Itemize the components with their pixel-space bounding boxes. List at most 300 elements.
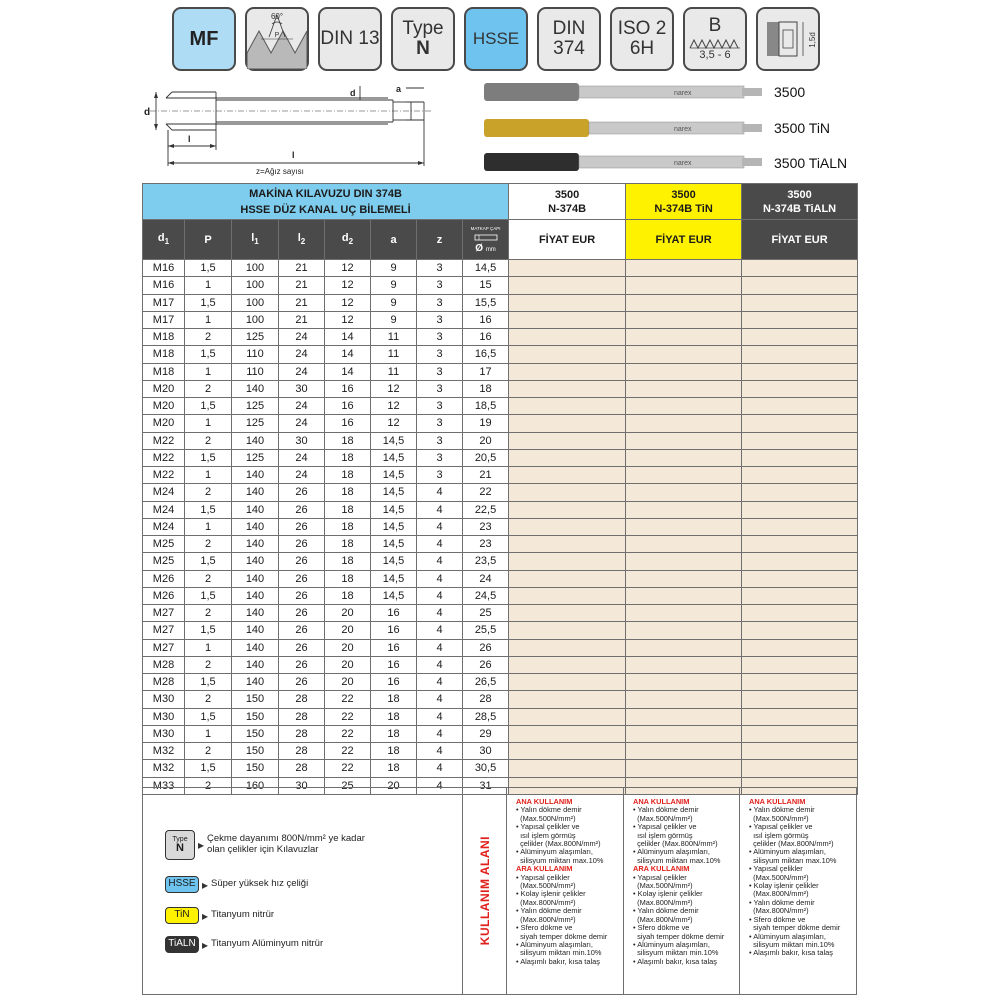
cell-drill: 24	[463, 570, 509, 587]
usage-area-label	[463, 788, 507, 994]
cell-d1: M17	[143, 311, 185, 328]
cell-p: 1	[185, 363, 232, 380]
price-cell	[509, 398, 626, 415]
drill-head-caption: MATKAP ÇAPI	[470, 226, 501, 231]
cell-a: 14,5	[371, 587, 417, 604]
cell-drill: 21	[463, 467, 509, 484]
price-cell	[626, 622, 742, 639]
cell-l2: 26	[279, 639, 325, 656]
shank-square-icon	[759, 14, 817, 64]
usage-item: (Max.800N/mm²)	[633, 897, 693, 907]
cell-l2: 21	[279, 294, 325, 311]
cell-z: 4	[417, 760, 463, 777]
hsse-badge	[464, 7, 528, 71]
cell-drill: 23,5	[463, 553, 509, 570]
cell-p: 1	[185, 415, 232, 432]
cell-d2: 16	[325, 398, 371, 415]
cell-d2: 20	[325, 656, 371, 673]
price-cell	[626, 346, 742, 363]
cell-l2: 26	[279, 656, 325, 673]
price-cell	[742, 346, 858, 363]
product-code: 3500	[554, 188, 580, 201]
cell-a: 9	[371, 311, 417, 328]
cell-z: 4	[417, 553, 463, 570]
usage-item: siyah temper dökme demir	[749, 923, 841, 933]
drawing-d1-label: d	[144, 107, 151, 118]
usage-item: silisyum miktarı min.10%	[749, 939, 835, 949]
price-cell	[626, 605, 742, 622]
cell-drill: 26,5	[463, 674, 509, 691]
price-cell	[742, 329, 858, 346]
cell-z: 3	[417, 398, 463, 415]
cell-a: 18	[371, 708, 417, 725]
cell-l1: 140	[232, 467, 279, 484]
drawing-caption: z=Ağız sayısı	[256, 167, 304, 176]
cell-l1: 100	[232, 311, 279, 328]
table-row	[143, 553, 858, 570]
cell-p: 1,5	[185, 398, 232, 415]
col-head-drill	[463, 220, 509, 260]
usage-item: • Kolay işlenir çelikler	[749, 881, 819, 891]
table-row	[143, 260, 858, 277]
cell-d2: 18	[325, 553, 371, 570]
cell-drill: 28	[463, 691, 509, 708]
price-cell	[742, 501, 858, 518]
cell-d2: 20	[325, 605, 371, 622]
price-cell	[742, 536, 858, 553]
cell-drill: 26	[463, 656, 509, 673]
cell-drill: 25,5	[463, 622, 509, 639]
cell-a: 11	[371, 346, 417, 363]
drill-bit-icon	[473, 233, 499, 242]
cell-z: 4	[417, 570, 463, 587]
price-cell	[509, 449, 626, 466]
product-head-3500-tin	[626, 184, 742, 220]
arrow-right-icon: ▸	[202, 908, 209, 923]
cell-drill: 22,5	[463, 501, 509, 518]
cell-l2: 26	[279, 674, 325, 691]
usage-item: • Yalın dökme demir	[749, 897, 815, 907]
thread-angle-label: 60°	[270, 12, 284, 21]
cell-p: 1,5	[185, 622, 232, 639]
cell-d1: M26	[143, 570, 185, 587]
usage-item: (Max.500N/mm²)	[516, 813, 576, 823]
price-cell	[742, 639, 858, 656]
cell-d2: 16	[325, 380, 371, 397]
cell-a: 14,5	[371, 536, 417, 553]
cell-d2: 18	[325, 484, 371, 501]
arrow-right-icon: ▸	[198, 838, 205, 852]
usage-item: silisyum miktarı max.10%	[749, 855, 837, 865]
cell-a: 16	[371, 674, 417, 691]
cell-p: 1	[185, 277, 232, 294]
usage-item: silisyum miktarı min.10%	[516, 948, 602, 958]
cell-z: 4	[417, 605, 463, 622]
cell-l1: 140	[232, 587, 279, 604]
cell-z: 4	[417, 777, 463, 794]
usage-item: (Max.500N/mm²)	[749, 872, 809, 882]
usage-item: silisyum miktarı max.10%	[516, 855, 604, 865]
usage-item: • Yalın dökme demir	[633, 805, 699, 815]
price-cell	[742, 398, 858, 415]
price-cell	[626, 743, 742, 760]
cell-l2: 30	[279, 432, 325, 449]
price-cell	[742, 708, 858, 725]
table-row	[143, 656, 858, 673]
drawing-a-label: a	[396, 84, 402, 94]
price-cell	[742, 570, 858, 587]
table-row	[143, 363, 858, 380]
table-row	[143, 380, 858, 397]
cell-l1: 140	[232, 674, 279, 691]
cell-z: 4	[417, 691, 463, 708]
cell-a: 12	[371, 398, 417, 415]
usage-item: (Max.500N/mm²)	[633, 881, 693, 891]
cell-drill: 20,5	[463, 449, 509, 466]
cell-d2: 14	[325, 346, 371, 363]
cell-d2: 12	[325, 311, 371, 328]
usage-heading: ANA KULLANIM	[516, 797, 573, 806]
cell-l1: 125	[232, 415, 279, 432]
usage-column-3500-tialn	[740, 788, 856, 994]
cell-z: 3	[417, 277, 463, 294]
price-cell	[509, 605, 626, 622]
usage-item: • Alüminyum alaşımları,	[633, 939, 710, 949]
cell-p: 2	[185, 656, 232, 673]
cell-drill: 31	[463, 777, 509, 794]
table-row	[143, 467, 858, 484]
drill-diameter-symbol: Ø	[475, 243, 484, 254]
cell-l1: 100	[232, 277, 279, 294]
cell-d2: 18	[325, 449, 371, 466]
usage-item: (Max.800N/mm²)	[516, 914, 576, 924]
table-row	[143, 536, 858, 553]
price-cell	[626, 760, 742, 777]
cell-d2: 18	[325, 587, 371, 604]
price-cell	[626, 294, 742, 311]
price-cell	[626, 518, 742, 535]
table-title-line2: HSSE DÜZ KANAL UÇ BİLEMELİ	[240, 203, 411, 216]
table-row	[143, 605, 858, 622]
cell-a: 9	[371, 294, 417, 311]
cell-d2: 18	[325, 536, 371, 553]
table-row	[143, 691, 858, 708]
usage-item: • Sfero dökme ve	[516, 923, 573, 933]
usage-item: • Kolay işlenir çelikler	[633, 889, 703, 899]
price-cell	[742, 553, 858, 570]
cell-l1: 150	[232, 743, 279, 760]
usage-item: • Yapısal çelikler	[633, 872, 687, 882]
cell-l1: 125	[232, 329, 279, 346]
cell-p: 2	[185, 432, 232, 449]
cell-d1: M27	[143, 622, 185, 639]
cell-z: 3	[417, 363, 463, 380]
cell-drill: 30,5	[463, 760, 509, 777]
price-cell	[509, 380, 626, 397]
cell-drill: 14,5	[463, 260, 509, 277]
price-cell	[742, 380, 858, 397]
cell-l1: 140	[232, 518, 279, 535]
photo-brand-3: narex	[674, 160, 692, 167]
product-norm: N-374B TiN	[654, 202, 713, 215]
cell-z: 3	[417, 294, 463, 311]
cell-l2: 24	[279, 363, 325, 380]
cell-z: 4	[417, 725, 463, 742]
table-row	[143, 415, 858, 432]
price-cell	[742, 363, 858, 380]
price-cell	[509, 622, 626, 639]
cell-l1: 140	[232, 536, 279, 553]
cell-z: 4	[417, 501, 463, 518]
cell-a: 18	[371, 725, 417, 742]
cell-p: 1,5	[185, 501, 232, 518]
price-cell	[742, 622, 858, 639]
cell-a: 14,5	[371, 467, 417, 484]
cell-d2: 22	[325, 743, 371, 760]
type-n-icon: Type N	[165, 830, 195, 860]
cell-z: 3	[417, 432, 463, 449]
cell-a: 14,5	[371, 484, 417, 501]
usage-item: • Kolay işlenir çelikler	[516, 889, 586, 899]
cell-l2: 28	[279, 725, 325, 742]
usage-item: çelikler (Max.800N/mm²)	[749, 839, 834, 849]
tin-icon: TiN	[165, 907, 199, 924]
usage-item: • Alüminyum alaşımları,	[749, 847, 826, 857]
usage-item: • Sfero dökme ve	[749, 914, 806, 924]
price-cell	[509, 708, 626, 725]
usage-item: • Yalın dökme demir	[633, 906, 699, 916]
cell-d1: M18	[143, 346, 185, 363]
type-label: Type	[402, 18, 444, 40]
cell-z: 4	[417, 656, 463, 673]
price-cell	[509, 363, 626, 380]
cell-d2: 18	[325, 467, 371, 484]
cell-d1: M22	[143, 467, 185, 484]
cell-d1: M30	[143, 691, 185, 708]
din374-badge	[537, 7, 601, 71]
chamfer-range-label: 3,5 - 6	[699, 49, 731, 62]
cell-d1: M17	[143, 294, 185, 311]
usage-column-3500-tin	[624, 788, 740, 994]
photo-label-3500-tin: 3500 TiN	[774, 120, 831, 136]
cell-l2: 30	[279, 777, 325, 794]
drawing-l1-label: l	[292, 150, 295, 160]
usage-item: ısıl işlem görmüş	[633, 830, 693, 840]
price-cell	[509, 294, 626, 311]
cell-d1: M20	[143, 415, 185, 432]
cell-p: 1,5	[185, 294, 232, 311]
cell-d1: M24	[143, 518, 185, 535]
usage-item: (Max.800N/mm²)	[633, 914, 693, 924]
table-row	[143, 501, 858, 518]
usage-item: • Alüminyum alaşımları,	[633, 847, 710, 857]
thread-pitch-label: P	[274, 32, 280, 39]
price-cell	[742, 743, 858, 760]
usage-item: • Alaşımlı bakır, kısa talaş	[516, 956, 600, 966]
price-cell	[742, 518, 858, 535]
cell-p: 2	[185, 380, 232, 397]
cell-z: 4	[417, 743, 463, 760]
product-head-3500-tialn	[742, 184, 858, 220]
table-row	[143, 277, 858, 294]
table-row	[143, 760, 858, 777]
cell-l1: 140	[232, 639, 279, 656]
product-norm: N-374B	[548, 202, 587, 215]
usage-heading: ARA KULLANIM	[516, 864, 573, 874]
price-cell	[742, 674, 858, 691]
price-cell	[626, 587, 742, 604]
price-cell	[626, 260, 742, 277]
table-row	[143, 294, 858, 311]
cell-z: 3	[417, 311, 463, 328]
price-cell	[626, 277, 742, 294]
cell-d1: M27	[143, 639, 185, 656]
cell-d1: M28	[143, 674, 185, 691]
cell-l2: 26	[279, 570, 325, 587]
cell-d2: 20	[325, 639, 371, 656]
price-cell	[626, 311, 742, 328]
cell-l1: 160	[232, 777, 279, 794]
col-head-z: z	[417, 220, 463, 260]
price-cell	[626, 432, 742, 449]
cell-d1: M30	[143, 708, 185, 725]
table-row	[143, 484, 858, 501]
table-row	[143, 725, 858, 742]
price-cell	[742, 587, 858, 604]
cell-a: 9	[371, 277, 417, 294]
price-cell	[626, 380, 742, 397]
col-head-a: a	[371, 220, 417, 260]
cell-d2: 18	[325, 518, 371, 535]
cell-p: 2	[185, 743, 232, 760]
type-value: N	[416, 38, 430, 59]
cell-l2: 26	[279, 536, 325, 553]
legend-text: Süper yüksek hız çeliği	[211, 878, 309, 890]
cell-d2: 16	[325, 415, 371, 432]
price-head-3500-tin: FİYAT EUR	[626, 220, 742, 260]
usage-item: • Alüminyum alaşımları,	[749, 931, 826, 941]
cell-p: 2	[185, 329, 232, 346]
tap-spec-table	[142, 183, 858, 795]
price-cell	[509, 467, 626, 484]
arrow-right-icon: ▸	[202, 877, 209, 892]
cell-d1: M25	[143, 536, 185, 553]
cell-z: 4	[417, 708, 463, 725]
price-cell	[626, 398, 742, 415]
cell-z: 4	[417, 674, 463, 691]
drawing-l2-label: l	[188, 134, 191, 144]
usage-heading: ANA KULLANIM	[749, 797, 806, 806]
legend-item-hsse	[165, 876, 308, 893]
cell-p: 1,5	[185, 449, 232, 466]
cell-d2: 22	[325, 725, 371, 742]
cell-l2: 21	[279, 311, 325, 328]
price-cell	[509, 484, 626, 501]
cell-z: 3	[417, 380, 463, 397]
chamfer-form-label: B	[708, 15, 722, 37]
cell-d1: M20	[143, 398, 185, 415]
cell-a: 12	[371, 380, 417, 397]
cell-z: 4	[417, 639, 463, 656]
cell-a: 9	[371, 260, 417, 277]
din13-badge	[318, 7, 382, 71]
cell-d1: M32	[143, 743, 185, 760]
cell-l1: 150	[232, 691, 279, 708]
cell-d1: M16	[143, 277, 185, 294]
cell-d1: M18	[143, 329, 185, 346]
cell-drill: 29	[463, 725, 509, 742]
cell-d1: M25	[143, 553, 185, 570]
cell-l2: 24	[279, 398, 325, 415]
price-cell	[509, 536, 626, 553]
usage-item: • Yalın dökme demir	[516, 805, 582, 815]
price-cell	[509, 311, 626, 328]
cell-a: 16	[371, 639, 417, 656]
cell-drill: 23	[463, 518, 509, 535]
cell-z: 4	[417, 484, 463, 501]
cell-l2: 26	[279, 501, 325, 518]
price-cell	[742, 311, 858, 328]
table-row	[143, 346, 858, 363]
cell-a: 16	[371, 656, 417, 673]
cell-d2: 18	[325, 570, 371, 587]
cell-p: 1,5	[185, 346, 232, 363]
tap-photo-3500	[484, 80, 764, 104]
cell-p: 2	[185, 691, 232, 708]
cell-l2: 21	[279, 260, 325, 277]
cell-p: 1,5	[185, 708, 232, 725]
price-cell	[626, 449, 742, 466]
cell-p: 1	[185, 725, 232, 742]
cell-d1: M24	[143, 484, 185, 501]
cell-l2: 26	[279, 518, 325, 535]
cell-z: 3	[417, 467, 463, 484]
price-cell	[626, 691, 742, 708]
table-title-line1: MAKİNA KILAVUZU DIN 374B	[249, 187, 402, 200]
price-cell	[509, 329, 626, 346]
type-n-badge	[391, 7, 455, 71]
price-cell	[509, 725, 626, 742]
cell-d1: M16	[143, 260, 185, 277]
table-row	[143, 639, 858, 656]
price-cell	[626, 639, 742, 656]
price-cell	[509, 501, 626, 518]
cell-d1: M22	[143, 449, 185, 466]
cell-p: 1	[185, 639, 232, 656]
usage-item: (Max.500N/mm²)	[516, 881, 576, 891]
cell-l1: 100	[232, 260, 279, 277]
price-cell	[626, 725, 742, 742]
drawing-d2-label: d	[350, 88, 356, 98]
cell-l2: 26	[279, 484, 325, 501]
cell-l2: 28	[279, 760, 325, 777]
price-cell	[509, 432, 626, 449]
price-cell	[626, 656, 742, 673]
price-cell	[742, 294, 858, 311]
cell-l2: 28	[279, 708, 325, 725]
usage-item: • Alaşımlı bakır, kısa talaş	[633, 956, 717, 966]
cell-p: 2	[185, 536, 232, 553]
table-row	[143, 432, 858, 449]
product-code: 3500	[671, 188, 696, 201]
usage-heading: ARA KULLANIM	[633, 864, 690, 874]
cell-l2: 24	[279, 467, 325, 484]
cell-d2: 22	[325, 760, 371, 777]
table-row	[143, 311, 858, 328]
table-row	[143, 570, 858, 587]
price-cell	[626, 501, 742, 518]
price-cell	[509, 415, 626, 432]
